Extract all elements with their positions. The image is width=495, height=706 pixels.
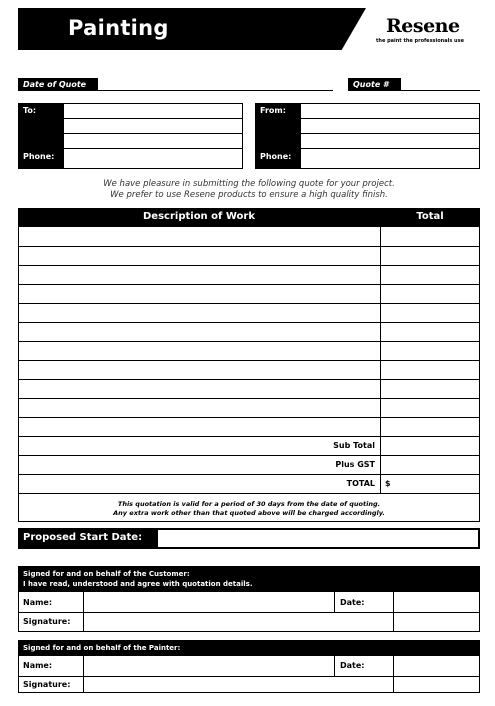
work-row-total-cell[interactable] [381, 361, 479, 378]
painter-date-label: Date: [340, 661, 365, 670]
to-line-3[interactable] [64, 148, 243, 149]
work-row-divider [18, 474, 480, 475]
work-row-total-cell[interactable] [381, 228, 479, 245]
customer-name-field[interactable] [84, 593, 334, 612]
work-row-divider [18, 436, 480, 437]
work-row-total-cell[interactable] [381, 342, 479, 359]
work-row-divider [18, 455, 480, 456]
work-row-total-cell[interactable] [381, 418, 479, 435]
work-row-total-cell[interactable] [381, 380, 479, 397]
currency-symbol: $ [385, 479, 391, 488]
from-phone-label: Phone: [260, 152, 292, 161]
work-row-description-cell[interactable] [19, 342, 379, 359]
col-total-header: Total [416, 211, 444, 222]
customer-signature-label: Signature: [23, 617, 71, 626]
page-title: Painting [68, 16, 169, 40]
customer-name-label: Name: [23, 598, 53, 607]
work-row-description-cell[interactable] [19, 228, 379, 245]
work-row-total-cell[interactable] [381, 304, 479, 321]
work-row-description-cell[interactable] [19, 418, 379, 435]
to-line-2[interactable] [64, 133, 243, 134]
work-row-total-cell[interactable] [381, 323, 479, 340]
to-line-1[interactable] [64, 118, 243, 119]
work-row-description-cell[interactable] [19, 399, 379, 416]
customer-date-label: Date: [340, 598, 365, 607]
work-row-description-cell[interactable] [19, 361, 379, 378]
work-row-total-cell[interactable] [381, 247, 479, 264]
from-line-1[interactable] [301, 118, 480, 119]
work-row-description-cell[interactable] [19, 323, 379, 340]
date-of-quote-field[interactable] [98, 90, 333, 91]
painter-date-field[interactable] [394, 657, 479, 676]
painter-sign-heading: Signed for and on behalf of the Painter: [23, 644, 181, 652]
painter-signature-field[interactable] [84, 677, 393, 692]
brand-tagline: the paint the professionals use [376, 38, 464, 44]
painter-date-divider-1 [334, 656, 335, 676]
work-row-description-cell[interactable] [19, 266, 379, 283]
customer-date-divider-1 [334, 592, 335, 612]
quote-number-field[interactable] [401, 90, 480, 91]
date-of-quote-label: Date of Quote [18, 78, 98, 91]
start-date-field[interactable] [158, 530, 478, 547]
start-date-label: Proposed Start Date: [23, 532, 143, 543]
from-label: From: [260, 106, 286, 115]
customer-sign-heading-1: Signed for and on behalf of the Customer: [23, 570, 190, 578]
table-footer-divider [18, 493, 480, 494]
work-row-description-cell[interactable] [19, 304, 379, 321]
work-row-total-cell[interactable] [381, 266, 479, 283]
customer-sign-heading-2: I have read, understood and agree with quotation details. [23, 580, 253, 588]
validity-note-2: Any extra work other than that quoted above will be charged accordingly. [113, 509, 385, 517]
total-label: TOTAL [346, 479, 375, 488]
painter-name-label: Name: [23, 661, 53, 670]
brand-logo: Resene [386, 15, 460, 37]
customer-signature-field[interactable] [84, 613, 393, 631]
work-row-description-cell[interactable] [19, 247, 379, 264]
to-label: To: [23, 106, 37, 115]
painter-name-field[interactable] [84, 657, 334, 676]
customer-date-field[interactable] [394, 593, 479, 612]
work-row-description-cell[interactable] [19, 285, 379, 302]
from-line-3[interactable] [301, 148, 480, 149]
validity-note-1: This quotation is valid for a period of 30 days from the date of quoting. [117, 500, 381, 508]
to-phone-label: Phone: [23, 152, 55, 161]
quote-number-label: Quote # [348, 78, 401, 91]
work-row-description-cell[interactable] [19, 380, 379, 397]
from-line-2[interactable] [301, 133, 480, 134]
col-description-header: Description of Work [143, 211, 255, 222]
gst-label: Plus GST [335, 460, 375, 469]
work-row-total-cell[interactable] [381, 285, 479, 302]
intro-line-2: We prefer to use Resene products to ensure a high quality finish. [110, 190, 388, 200]
intro-line-1: We have pleasure in submitting the following quote for your project. [103, 179, 395, 189]
painter-signature-label: Signature: [23, 680, 71, 689]
work-row-total-cell[interactable] [381, 399, 479, 416]
subtotal-label: Sub Total [333, 441, 375, 450]
